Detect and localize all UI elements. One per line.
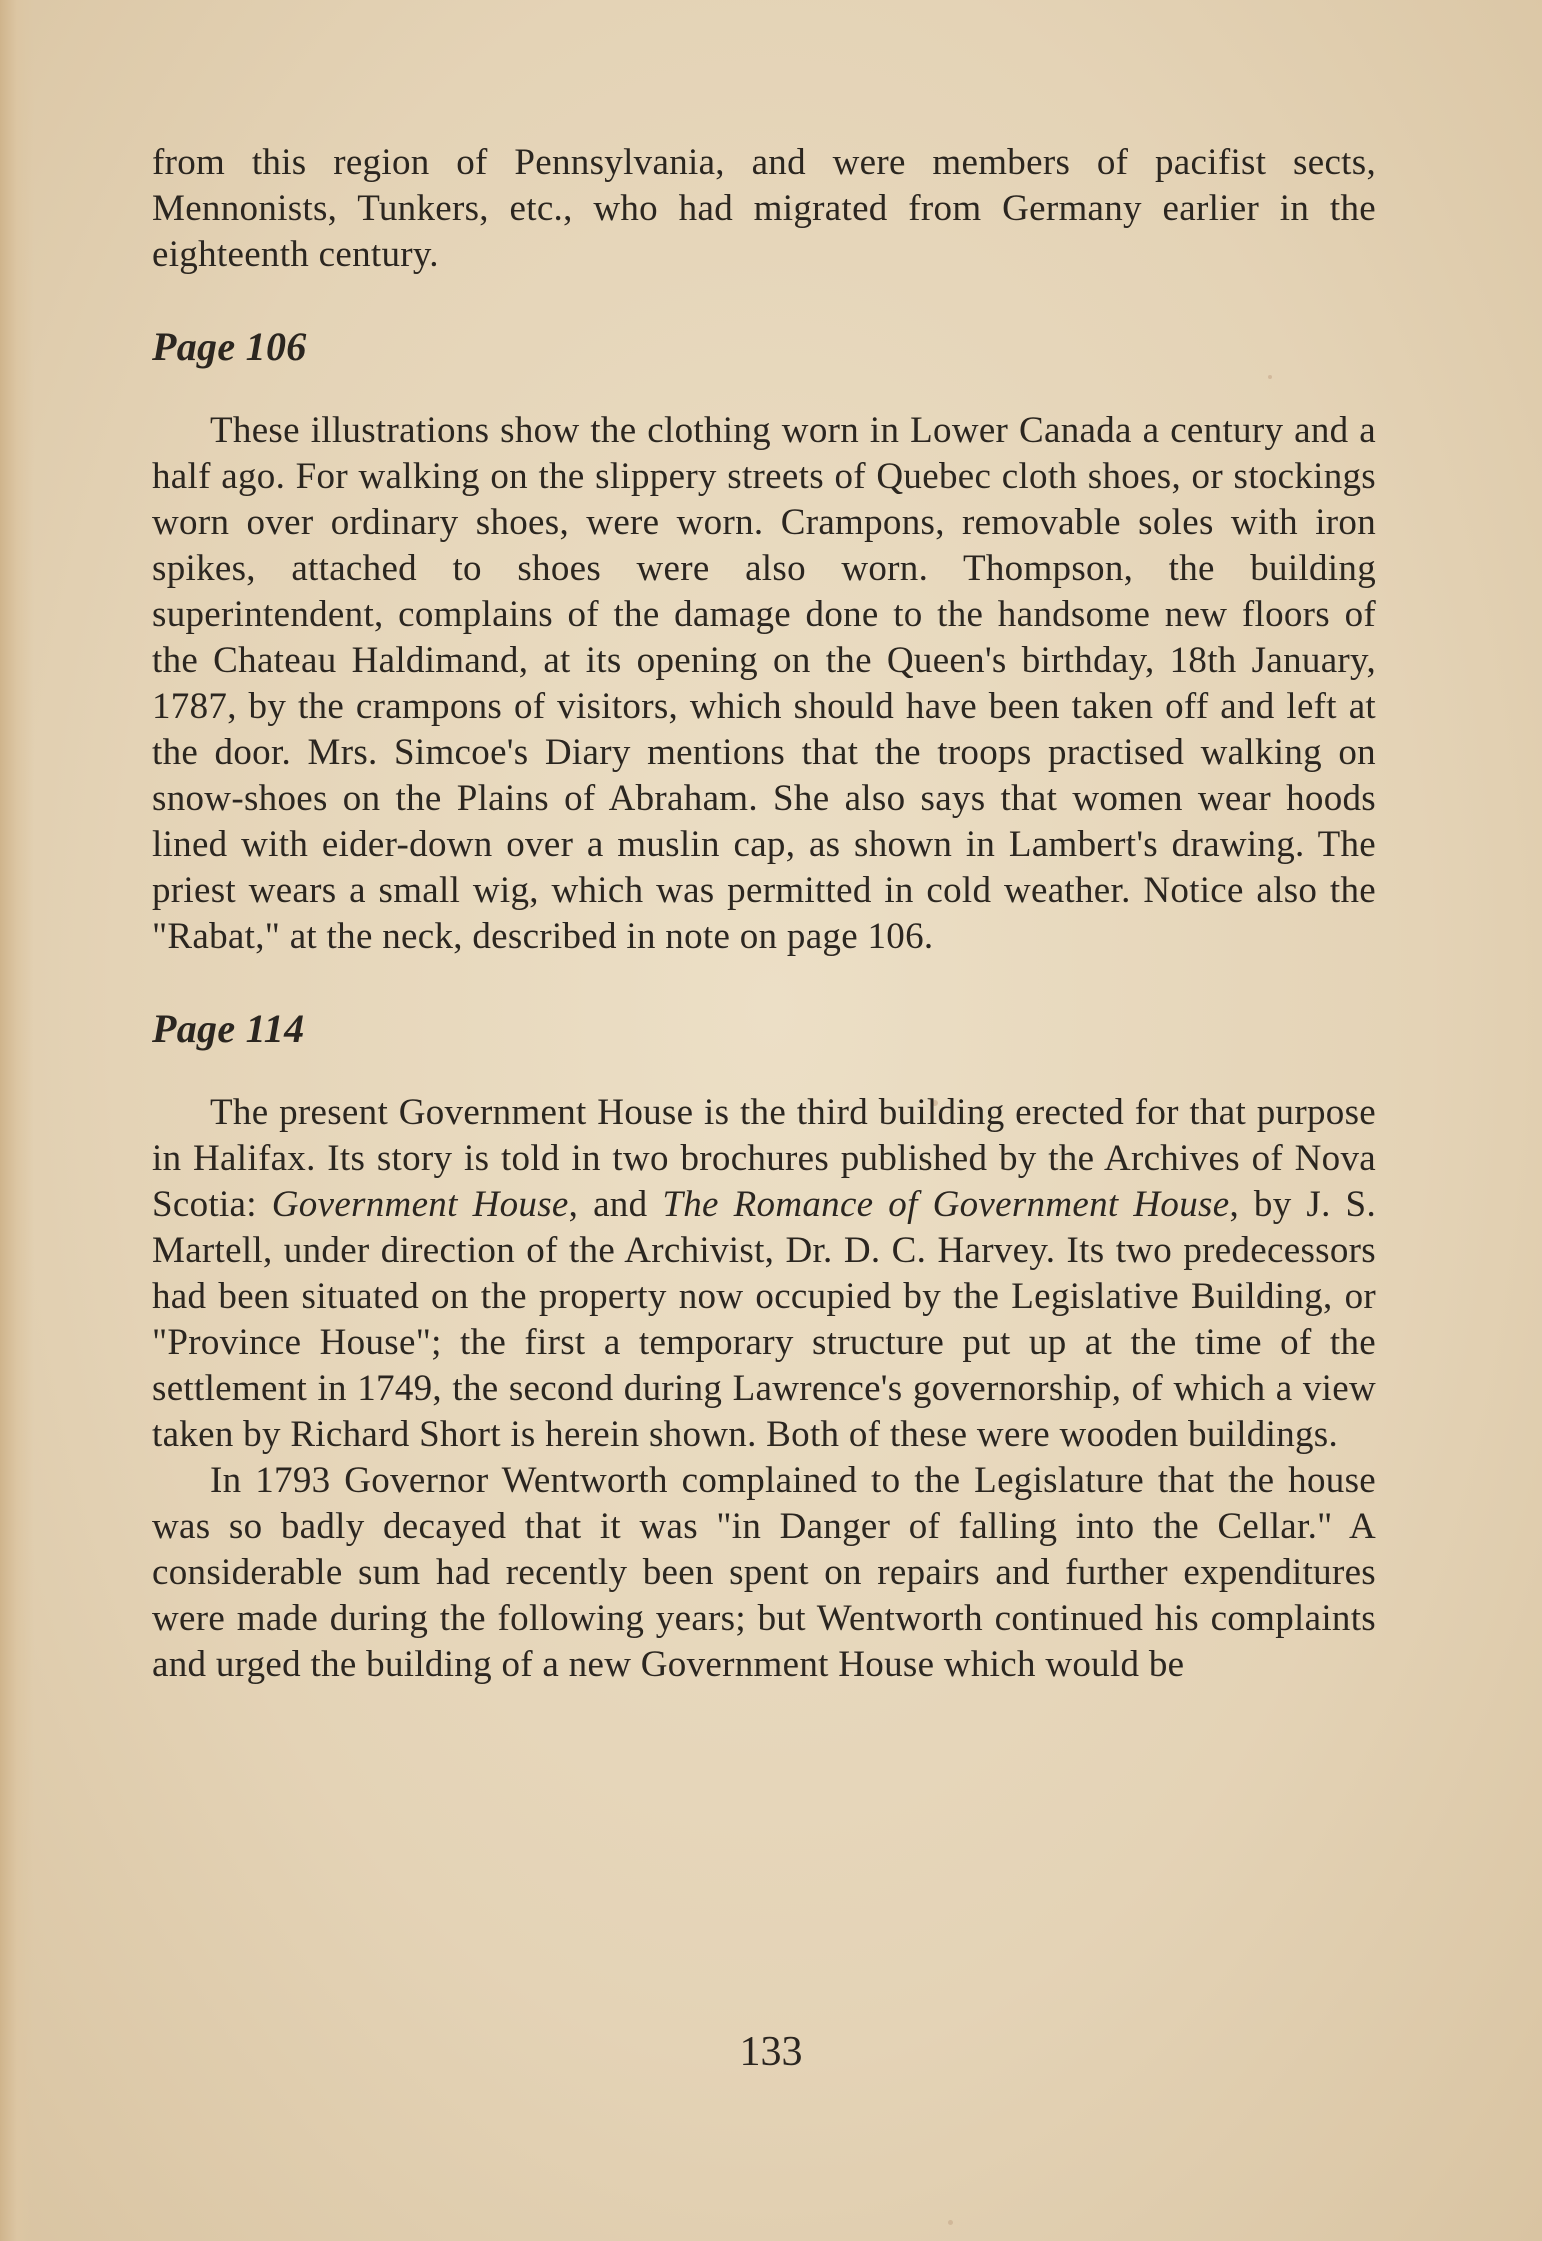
section-heading-page-106: Page 106 — [152, 324, 307, 369]
paper-speck — [948, 2220, 953, 2225]
continuation-paragraph: from this region of Pennsylvania, and were members of pacifist sects, Mennonists, Tunkers, etc., who had migrated from Germany earlier in the eighteenth century. — [152, 142, 1376, 275]
section-paragraph: These illustrations show the clothing worn in Lower Canada a century and a half ago. For walking on the slippery streets of Quebec cloth shoes, or stockings worn over ordinary shoes, were worn. Crampons, removable soles with iron spikes, attached to shoes were also worn. Thompson, the building superintendent, complains of the damage done to the handsome new floors of the Chateau Haldimand, at its opening on the Queen's birthday, 18th January, 1787, by the crampons of visitors, which should have been taken off and left at the door. Mrs. Simcoe's Diary mentions that the troops practised walking on snow-shoes on the Plains of Abraham. She also says that women wear hoods lined with eider-down over a muslin cap, as shown in Lambert's drawing. The priest wears a small wig, which was permitted in cold weather. Notice also the "Rabat," at the neck, described in note on page 106. — [152, 410, 1376, 957]
section-paragraph: In 1793 Governor Wentworth complained to the Legislature that the house was so badly decayed that it was "in Danger of falling into the Cellar." A considerable sum had recently been spent on repairs and further expenditures were made during the following years; but Wentworth continued his complaints and urged the building of a new Government House which would be — [152, 1460, 1376, 1685]
paragraph-text: , and — [568, 1184, 663, 1225]
book-title-government-house: Government House — [271, 1184, 569, 1225]
page-number: 133 — [739, 2029, 803, 2075]
page-edge-shadow — [0, 0, 34, 2241]
paragraph-text: The present Government House is the third building erected for that purpose in Halifax. Its story is told in two brochures published by the Archives of Nova Scotia: — [152, 1092, 1376, 1225]
section-heading-page-114: Page 114 — [152, 1006, 305, 1051]
paragraph-text: , by J. S. Martell, under direction of the Archivist, Dr. D. C. Harvey. Its two predecessors had been situated on the property now occupied by the Legislative Building, or "Province House"; the first a temporary structure put up at the time of the settlement in 1749, the second during Lawrence's governorship, of which a view taken by Richard Short is herein shown. Both of these were wooden buildings. — [152, 1184, 1376, 1455]
section-paragraph — [152, 1090, 1376, 1458]
page-text — [152, 140, 1376, 1688]
book-title-romance: The Romance of Government House — [662, 1184, 1230, 1225]
